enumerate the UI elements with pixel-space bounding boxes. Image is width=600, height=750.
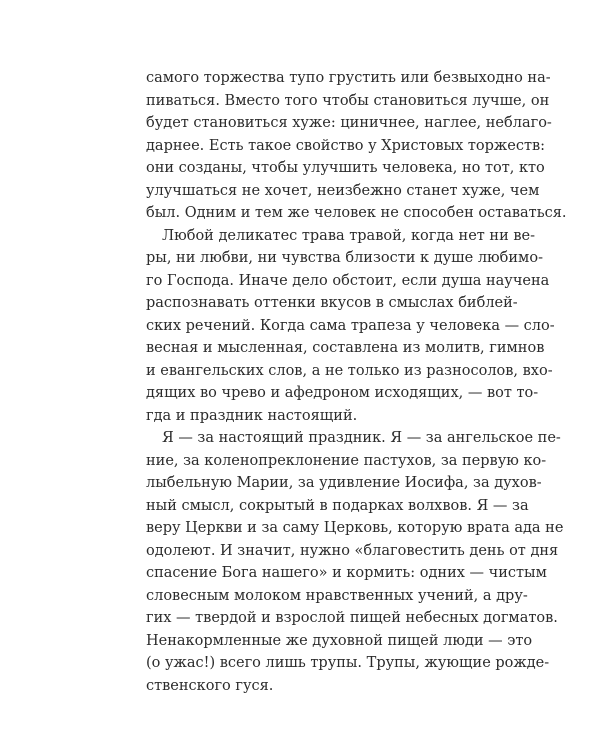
text-line: го Господа. Иначе дело обстоит, если душа научена bbox=[146, 272, 550, 289]
text-line: гих — твердой и взрослой пищей небесных догматов. bbox=[146, 610, 558, 626]
text-line: ры, ни любви, ни чувства близости к душе любимо- bbox=[146, 250, 543, 266]
text-line: ние, за коленопреклонение пастухов, за первую ко- bbox=[146, 452, 547, 469]
text-line: веру Церкви и за саму Церковь, которую врата ада не bbox=[146, 520, 564, 536]
paragraph bbox=[146, 67, 567, 225]
text-line: Я — за настоящий праздник. Я — за ангельское пе- bbox=[162, 430, 561, 446]
text-line: ный смысл, сокрытый в подарках волхвов. Я — за bbox=[146, 497, 529, 514]
text-line: распознавать оттенки вкусов в смыслах библей- bbox=[146, 295, 518, 311]
text-line: Ненакормленные же духовной пищей люди — это bbox=[146, 632, 533, 649]
text-line: спасение Бога нашего» и кормить: одних — чистым bbox=[146, 565, 547, 581]
text-line: они созданы, чтобы улучшить человека, но тот, кто bbox=[146, 160, 545, 176]
text-line: и евангельских слов, а не только из разносолов, вхо- bbox=[146, 362, 553, 379]
text-line: Любой деликатес трава травой, когда нет ни ве- bbox=[162, 227, 535, 244]
text-line: ских речений. Когда сама трапеза у человека — сло- bbox=[146, 317, 555, 334]
text-line: улучшаться не хочет, неизбежно станет хуже, чем bbox=[146, 182, 540, 199]
body-text bbox=[146, 67, 567, 697]
text-line: лыбельную Марии, за удивление Иосифа, за духов- bbox=[146, 475, 542, 491]
text-line: одолеют. И значит, нужно «благовестить день от дня bbox=[146, 542, 559, 559]
text-line: (о ужас!) всего лишь трупы. Трупы, жующие рожде- bbox=[146, 655, 550, 671]
text-line: дящих во чрево и афедроном исходящих, — вот то- bbox=[146, 385, 539, 401]
text-line: ственского гуся. bbox=[146, 677, 274, 694]
text-line: дарнее. Есть такое свойство у Христовых торжеств: bbox=[146, 137, 546, 154]
text-line: гда и праздник настоящий. bbox=[146, 407, 358, 424]
paragraph bbox=[146, 427, 564, 697]
text-line: пиваться. Вместо того чтобы становиться лучше, он bbox=[146, 92, 550, 109]
text-line: словесным молоком нравственных учений, а дру- bbox=[146, 587, 528, 604]
text-line: самого торжества тупо грустить или безвыходно на- bbox=[146, 70, 551, 86]
text-line: весная и мысленная, составлена из молитв, гимнов bbox=[146, 340, 545, 356]
text-line: будет становиться хуже: циничнее, наглее, неблаго- bbox=[146, 115, 552, 131]
paragraph bbox=[146, 225, 555, 428]
text-line: был. Одним и тем же человек не способен оставаться. bbox=[146, 205, 567, 221]
